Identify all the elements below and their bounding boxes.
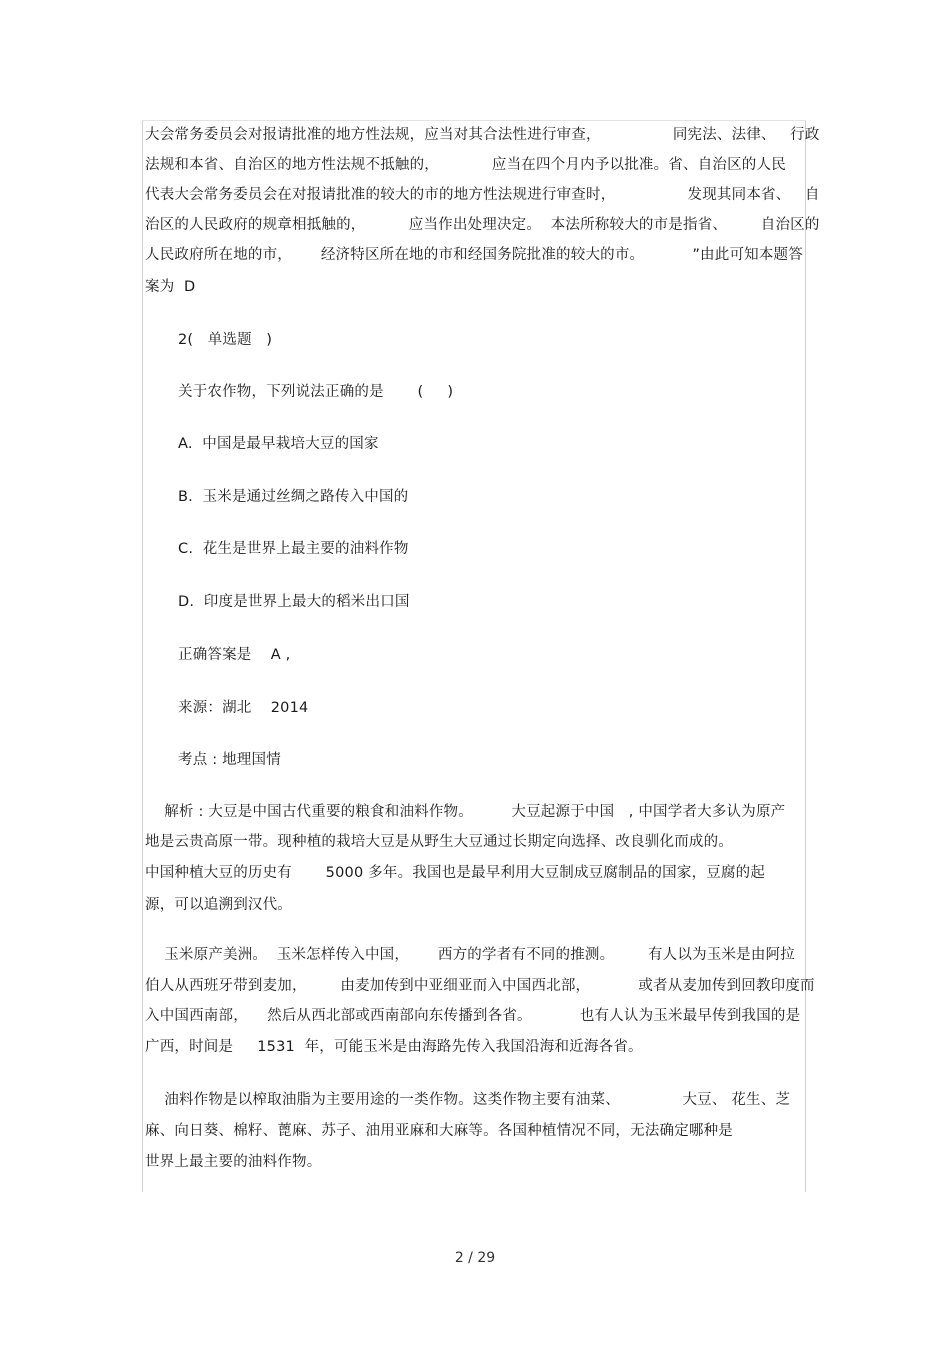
analysis-line: 解析 : 大豆是中国古代重要的粮食和油料作物。 大豆起源于中国 , 中国学者大多认为原产 [145,804,786,820]
analysis-line: 玉米原产美洲。 玉米怎样传入中国， 西方的学者有不同的推测。 有人以为玉米是由阿拉 [145,947,795,963]
text-line: 人民政府所在地的市， 经济特区所在地的市和经国务院批准的较大的市。 ”由此可知本题答 [145,247,803,263]
frame-right-border [805,120,806,1192]
frame-top-border [142,120,806,121]
analysis-line: 源，可以追溯到汉代。 [145,897,292,913]
analysis-line: 伯人从西班牙带到麦加， 由麦加传到中亚细亚而入中国西北部， 或者从麦加传到回教印度而 [145,978,815,994]
text-line: 法规和本省、自治区的地方性法规不抵触的， 应当在四个月内予以批准。省、自治区的人民 [145,157,786,173]
topic: 考点 : 地理国情 [178,752,281,768]
text-line: 大会常务委员会对报请批准的地方性法规，应当对其合法性进行审查， 同宪法、法律、 行政 [145,127,820,143]
question-stem: 关于农作物，下列说法正确的是 ( ) [178,384,454,400]
text-line: 案为 D [145,279,196,295]
option-b: B. 玉米是通过丝绸之路传入中国的 [178,489,409,505]
text-line: 治区的人民政府的规章相抵触的， 应当作出处理决定。 本法所称较大的市是指省、 自治区的 [145,217,820,233]
question-number: 2( 单选题 ) [178,332,273,348]
option-c: C. 花生是世界上最主要的油料作物 [178,541,409,557]
frame-left-border [142,120,143,1192]
option-a: A. 中国是最早栽培大豆的国家 [178,436,379,452]
option-d: D. 印度是世界上最大的稻米出口国 [178,594,410,610]
page-number: 2 / 29 [454,1250,496,1266]
analysis-line: 入中国西南部， 然后从西北部或西南部向东传播到各省。 也有人认为玉米最早传到我国的是 [145,1008,801,1024]
correct-answer: 正确答案是 A , [178,647,291,663]
source: 来源：湖北 2014 [178,700,309,716]
analysis-line: 地是云贵高原一带。现种植的栽培大豆是从野生大豆通过长期定向选择、改良驯化而成的。 [145,834,733,850]
analysis-line: 油料作物是以榨取油脂为主要用途的一类作物。这类作物主要有油菜、 大豆、 花生、芝 [145,1092,791,1108]
text-line: 代表大会常务委员会在对报请批准的较大的市的地方性法规进行审查时， 发现其同本省、 自 [145,187,820,203]
analysis-line: 中国种植大豆的历史有 5000 多年。我国也是最早利用大豆制成豆腐制品的国家，豆腐的起 [145,865,766,881]
analysis-line: 世界上最主要的油料作物。 [145,1154,322,1170]
analysis-line: 广西，时间是 1531 年，可能玉米是由海路先传入我国沿海和近海各省。 [145,1039,643,1055]
analysis-line: 麻、向日葵、棉籽、蓖麻、苏子、油用亚麻和大麻等。各国种植情况不同，无法确定哪种是 [145,1123,733,1139]
